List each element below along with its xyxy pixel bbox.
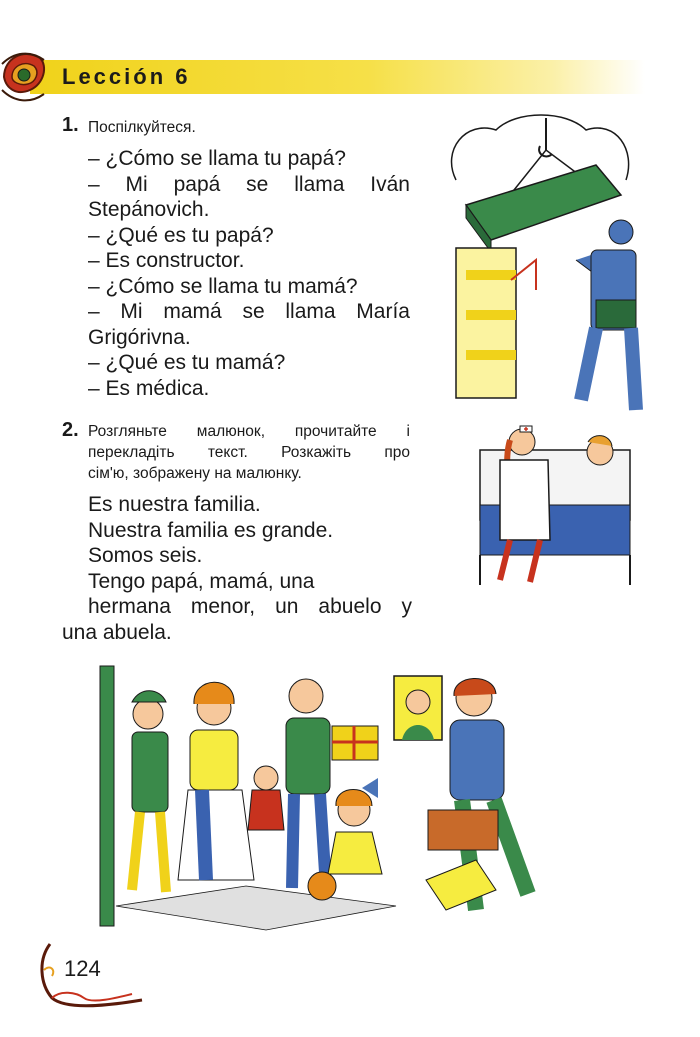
exercise-1-instruction: Поспілкуйтеся. [88,119,196,136]
exercise-2-instruction [88,421,410,484]
reading-line: Nuestra familia es grande. [88,518,334,542]
dialog-line: – ¿Qué es tu papá? [88,223,274,247]
dialog-line: – Es constructor. [88,249,245,272]
reading-line: una abuela. [62,620,172,644]
reading-line: Es nuestra familia. [88,493,261,516]
family-illustration [96,660,566,936]
lesson-title: Lección 6 [62,64,191,89]
celtic-ornament-icon [0,44,48,110]
exercise-2-number: 2. [62,419,79,441]
dialog-line: – ¿Cómo se llama tu mamá? [88,274,358,298]
reading-line: Somos seis. [88,544,203,567]
dialog-line: Stepánovich. [88,198,210,221]
construction-worker-illustration [436,110,656,420]
dialog-line: – Mi papá se llama Iván [88,172,410,196]
doctor-illustration [470,420,640,590]
dialog-line: – ¿Cómo se llama tu papá? [88,147,346,170]
dialog-block [88,146,410,401]
instruction-line: сім'ю, зображену на малюнку. [88,465,302,482]
instruction-line: перекладіть текст. Розкажіть про [88,444,410,461]
dialog-line: Grigórivna. [88,325,191,349]
reading-line: hermana menor, un abuelo y [88,595,412,618]
page-number: 124 [64,956,101,981]
dialog-line: – Es médica. [88,376,210,400]
dialog-line: – Mi mamá se llama María [88,300,410,323]
exercise-1-number: 1. [62,114,79,136]
reading-line: Tengo papá, mamá, una [88,569,315,593]
dialog-line: – ¿Qué es tu mamá? [88,351,286,374]
reading-text [62,492,412,645]
instruction-line: Розгляньте малюнок, прочитайте і [88,423,410,440]
